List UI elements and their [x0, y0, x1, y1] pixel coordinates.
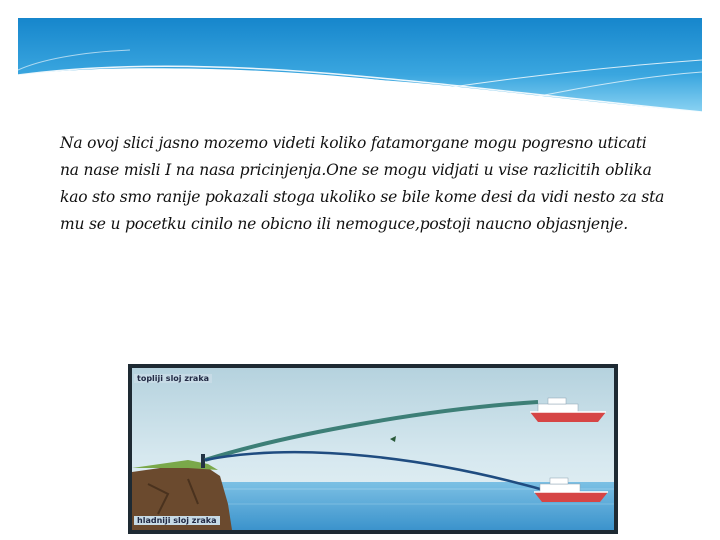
- header-banner: [0, 0, 720, 130]
- paragraph-line: mu se u pocetku cinilo ne obicno ili nemoguce,postoji naucno objasnjenje.: [60, 215, 628, 233]
- mirage-illustration: [128, 364, 618, 534]
- paragraph: [60, 130, 665, 238]
- label-warm-layer: topliji sloj zraka: [134, 374, 212, 383]
- label-cold-layer: hladniji sloj zraka: [134, 516, 220, 525]
- paragraph-line: kao sto smo ranije pokazali stoga ukoliko se bile kome desi da vidi nesto za sta: [60, 188, 665, 206]
- paragraph-line: Na ovoj slici jasno mozemo videti koliko fatamorgane mogu pogresno uticati: [60, 134, 647, 152]
- mirage-illustration-drawing: [128, 364, 618, 534]
- paragraph-line: na nase misli I na nasa pricinjenja.One se mogu vidjati u vise razlicitih oblika: [60, 161, 652, 179]
- observer: [201, 454, 205, 468]
